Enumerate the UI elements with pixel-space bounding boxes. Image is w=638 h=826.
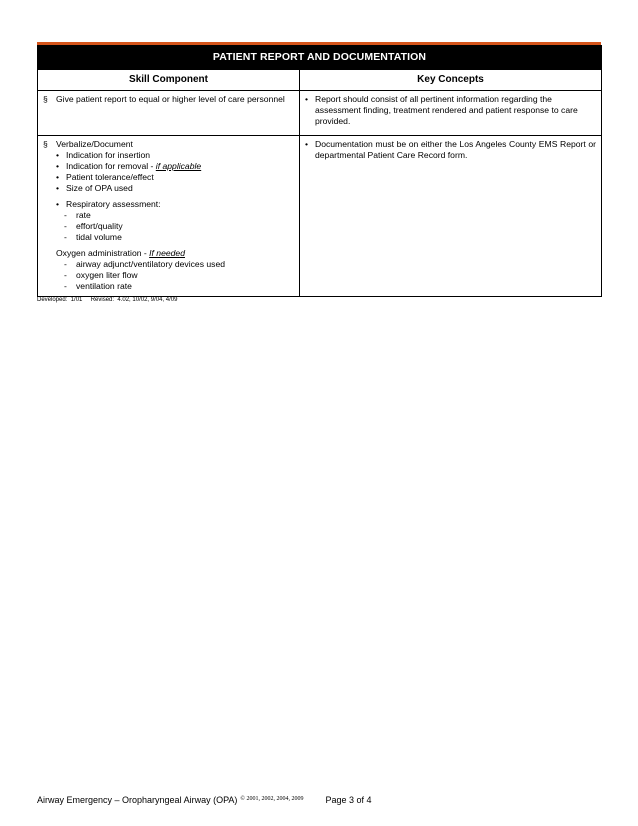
list-item: Patient tolerance/effect (66, 172, 154, 182)
list-item: tidal volume (76, 232, 122, 242)
row1-key-cell (300, 91, 602, 136)
table-title: PATIENT REPORT AND DOCUMENTATION (38, 46, 602, 70)
row1-skill-cell (38, 91, 300, 136)
section-marker: § (43, 94, 48, 104)
list-item: oxygen liter flow (76, 270, 138, 280)
removal-qualifier: if applicable (155, 161, 202, 171)
bullet: • (305, 139, 309, 149)
table-row (38, 91, 602, 136)
list-item: airway adjunct/ventilatory devices used (76, 259, 226, 269)
document-sheet (37, 42, 601, 297)
page-number: Page 3 of 4 (325, 795, 372, 805)
footer-copyright: © 2001, 2002, 2004, 2009 (240, 796, 304, 802)
row1-skill-text: Give patient report to equal or higher level of care personnel (56, 94, 285, 104)
list-item: Size of OPA used (66, 183, 133, 193)
skills-table (37, 45, 602, 297)
row2-key-cell (300, 136, 602, 297)
list-item: Indication for removal - (66, 161, 156, 171)
bullet: • (305, 94, 309, 104)
section-marker: § (43, 139, 48, 149)
list-item: rate (76, 210, 91, 220)
row2-skill-cell: § Verbalize/Document • Indication for insertion • Indication for removal - if applicable • Patient tolerance/effect • Size of OPA used • Respiratory assessment: - rate - effort/quality - tidal volume Oxygen administration - If needed - airway adjunct/ventilatory devices used - oxygen liter flow - ventilation rate (38, 136, 300, 297)
row1-key-text: Report should consist of all pertinent information regarding the assessment finding, treatment rendered and patient response to care provided. (315, 94, 578, 126)
footer-title: Airway Emergency – Oropharyngeal Airway (OPA) (37, 795, 238, 805)
list-item: Indication for insertion (66, 150, 151, 160)
page-footer (37, 795, 372, 805)
verbalize-heading: Verbalize/Document (56, 139, 133, 149)
row2-key-text: Documentation must be on either the Los Angeles County EMS Report or departmental Patient Care Record form. (315, 139, 597, 160)
table-row (38, 136, 602, 297)
header-skill-component: Skill Component (38, 70, 300, 91)
list-item: ventilation rate (76, 281, 132, 291)
header-key-concepts: Key Concepts (300, 70, 602, 91)
revision-history: Developed: 1/01 Revised: 4.02, 10/02, 9/04, 4/09 (37, 297, 178, 303)
oxygen-qualifier: If needed (149, 248, 185, 258)
respiratory-heading: Respiratory assessment: (66, 199, 161, 209)
oxygen-heading: Oxygen administration - (56, 248, 150, 258)
list-item: effort/quality (76, 221, 123, 231)
